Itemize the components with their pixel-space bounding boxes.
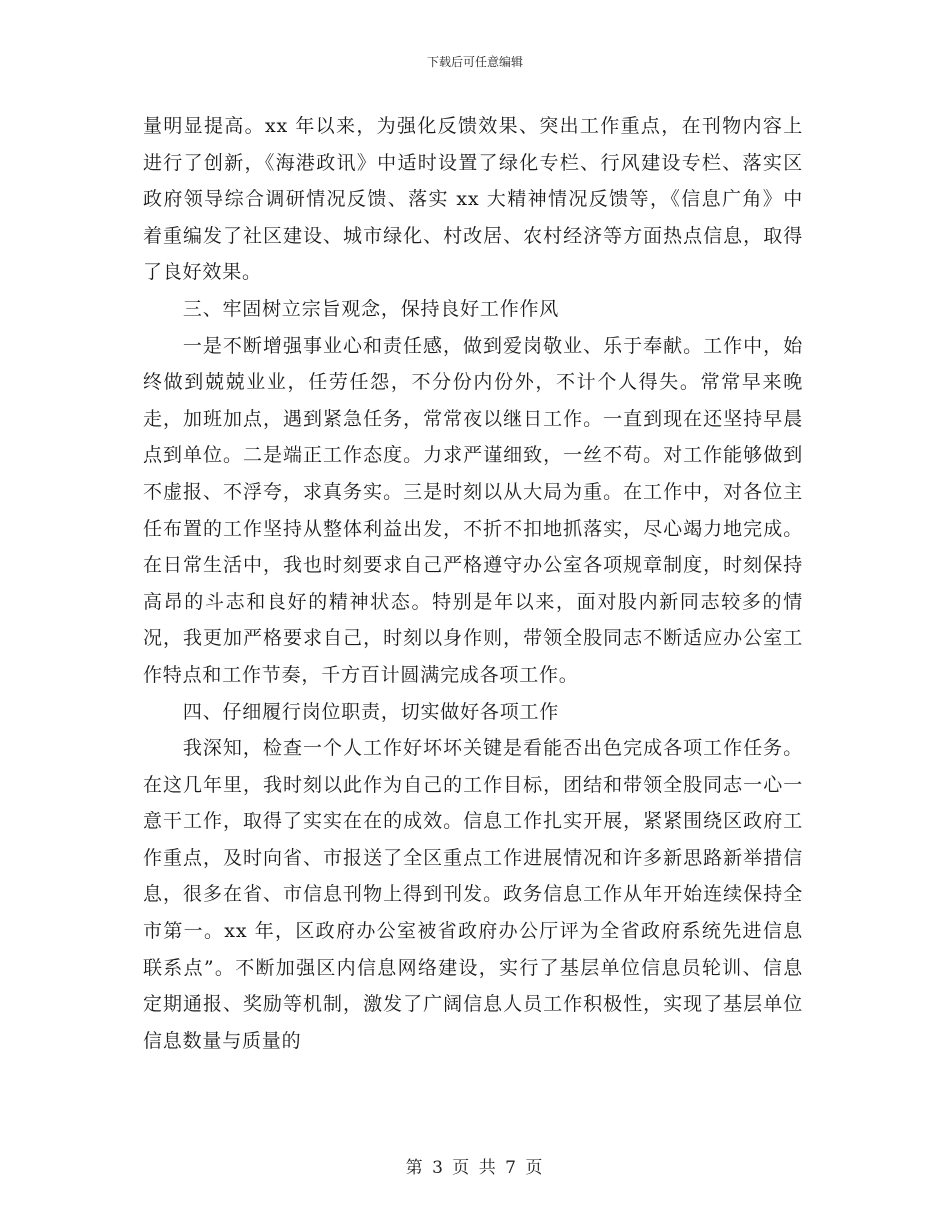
page-number: 第 3 页 共 7 页 (405, 1158, 545, 1178)
paragraph-continued: 量明显提高。xx 年以来，为强化反馈效果、突出工作重点，在刊物内容上进行了创新，《海港政讯》中适时设置了绿化专栏、行风建设专栏、落实区政府领导综合调研情况反馈、落实 xx 大精神情况反馈等，《信息广角》中着重编发了社区建设、城市绿化、村改居、农村经济等方面热点信息，取得了良好效果。 (143, 115, 803, 284)
document-body (143, 108, 803, 1059)
section-heading-3: 三、牢固树立宗旨观念，保持良好工作作风 (182, 297, 560, 320)
paragraph: 一是不断增强事业心和责任感，做到爱岗敬业、乐于奉献。工作中，始终做到兢兢业业，任劳任怨，不分份内份外，不计个人得失。常常早来晚走，加班加点，遇到紧急任务，常常夜以继日工作。一直到现在还坚持早晨点到单位。二是端正工作态度。力求严谨细致，一丝不苟。对工作能够做到不虚报、不浮夸，求真务实。三是时刻以从大局为重。在工作中，对各位主任布置的工作坚持从整体利益出发，不折不扣地抓落实，尽心竭力地完成。在日常生活中，我也时刻要求自己严格遵守办公室各项规章制度，时刻保持高昂的斗志和良好的精神状态。特别是年以来，面对股内新同志较多的情况，我更加严格要求自己，时刻以身作则，带领全股同志不断适应办公室工作特点和工作节奏，千方百计圆满完成各项工作。 (143, 334, 803, 686)
paragraph: 我深知，检查一个人工作好坏坏关键是看能否出色完成各项工作任务。在这几年里，我时刻以此作为自己的工作目标，团结和带领全股同志一心一意干工作，取得了实实在在的成效。信息工作扎实开展，紧紧围绕区政府工作重点，及时向省、市报送了全区重点工作进展情况和许多新思路新举措信息，很多在省、市信息刊物上得到刊发。政务信息工作从年开始连续保持全市第一。xx 年，区政府办公室被省政府办公厅评为全省政府系统先进信息联系点”。不断加强区内信息网络建设，实行了基层单位信息员轮训、信息定期通报、奖励等机制，激发了广阔信息人员工作积极性，实现了基层单位信息数量与质量的 (143, 737, 803, 1052)
section-heading-4: 四、仔细履行岗位职责，切实做好各项工作 (182, 700, 560, 723)
page-header: 下载后可任意编辑 (426, 55, 523, 69)
